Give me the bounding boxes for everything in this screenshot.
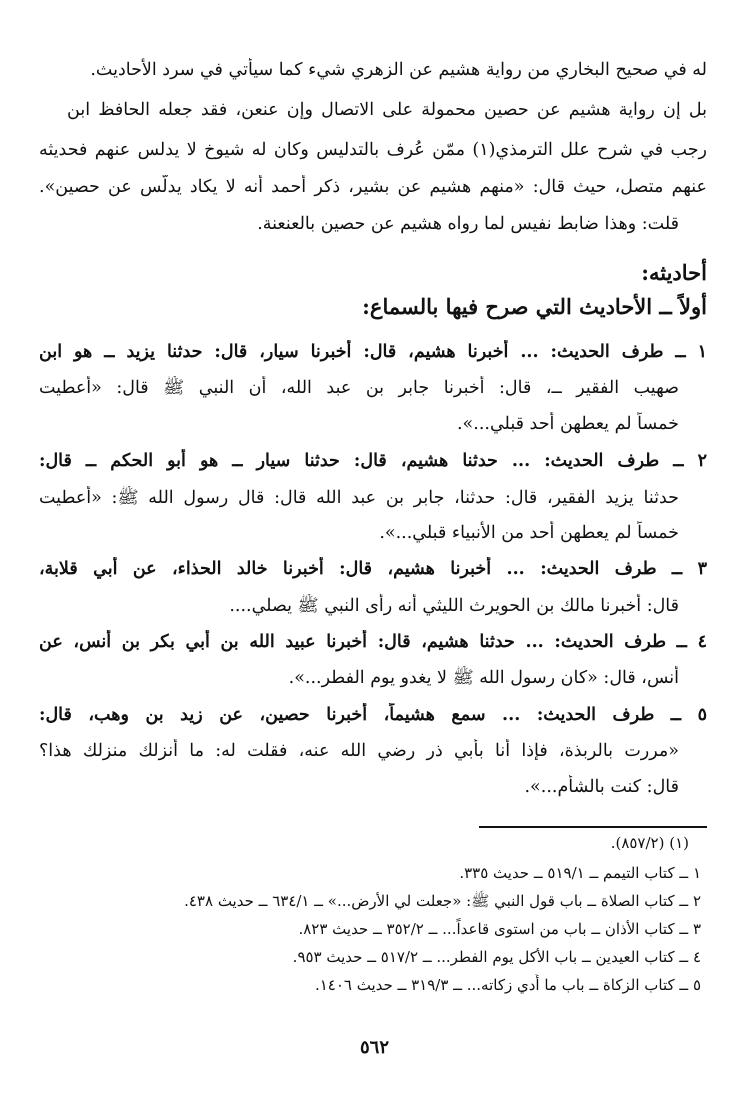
hadith-5-line-1: ٥ ــ طرف الحديث: ... سمع هشيماً، أخبرنا حصين، عن زيد بن وهب، قال: [39,705,707,725]
footnote-1: (١) (٨٥٧/٢). [610,834,689,852]
intro-line-5: قلت: وهذا ضابط نفيس لما رواه هشيم عن حصين بالعنعنة. [257,214,679,234]
intro-line-2: بل إن رواية هشيم عن حصين محمولة على الاتصال وإن عنعن، فقد جعله الحافظ ابن [67,100,707,120]
footnote-separator [479,826,707,828]
hadith-1-line-3: خمساً لم يعطهن أحد قبلي...». [456,414,679,434]
intro-line-3: رجب في شرح علل الترمذي(١) ممّن عُرف بالتدليس وكان له شيوخ لا يدلس عنهم فحديثه [39,140,707,160]
page-number: ٥٦٢ [359,1037,389,1058]
hadith-4-line-2: أنس، قال: «كان رسول الله ﷺ لا يغدو يوم الفطر...». [288,668,679,688]
hadith-5-line-2: «مررت بالربذة، فإذا أنا بأبي ذر رضي الله عنه، فقلت له: ما أنزلك منزلك هذا؟ [39,741,679,761]
hadith-1-line-2: صهيب الفقير ــ، قال: أخبرنا جابر بن عبد الله، أن النبي ﷺ قال: «أعطيت [39,378,679,398]
hadith-3-line-2: قال: أخبرنا مالك بن الحويرث الليثي أنه رأى النبي ﷺ يصلي.... [229,596,679,616]
reference-5: ٥ ــ كتاب الزكاة ــ باب ما أُدي زكاته... ــ ٣١٩/٣ ــ حديث ١٤٠٦. [314,976,701,994]
hadith-2-line-2: حدثنا يزيد الفقير، قال: حدثنا، جابر بن عبد الله قال: قال رسول الله ﷺ: «أعطيت [39,488,679,508]
intro-line-1: له في صحيح البخاري من رواية هشيم عن الزهري شيء كما سيأتي في سرد الأحاديث. [90,60,707,80]
reference-3: ٣ ــ كتاب الأذان ــ باب من استوى قاعداً... ــ ٣٥٢/٢ ــ حديث ٨٢٣. [298,920,701,938]
intro-line-4: عنهم متصل، حيث قال: «منهم هشيم عن بشير، ذكر أحمد أنه لا يكاد يدلّس عن حصين». [39,177,707,197]
heading-ahadith: أحاديثه: [641,260,707,285]
reference-2: ٢ ــ كتاب الصلاة ــ باب قول النبي ﷺ: «جعلت لي الأرض...» ــ ٦٣٤/١ ــ حديث ٤٣٨. [184,892,701,910]
hadith-2-line-1: ٢ ــ طرف الحديث: ... حدثنا هشيم، قال: حدثنا سيار ــ هو أبو الحكم ــ قال: [39,451,707,471]
heading-first-section: أولاً ــ الأحاديث التي صرح فيها بالسماع: [362,294,707,319]
hadith-3-line-1: ٣ ــ طرف الحديث: ... أخبرنا هشيم، قال: أخبرنا خالد الحذاء، عن أبي قلابة، [39,559,707,579]
reference-1: ١ ــ كتاب التيمم ــ ٥١٩/١ ــ حديث ٣٣٥. [459,864,701,882]
hadith-4-line-1: ٤ ــ طرف الحديث: ... حدثنا هشيم، قال: أخبرنا عبيد الله بن أبي بكر بن أنس، عن [39,632,707,652]
reference-4: ٤ ــ كتاب العيدين ــ باب الأكل يوم الفطر... ــ ٥١٧/٢ ــ حديث ٩٥٣. [292,948,701,966]
hadith-5-line-3: قال: كنت بالشأم...». [524,777,679,797]
hadith-2-line-3: خمساً لم يعطهن أحد من الأنبياء قبلي...». [379,523,679,543]
hadith-1-line-1: ١ ــ طرف الحديث: ... أخبرنا هشيم، قال: أخبرنا سيار، قال: حدثنا يزيد ــ هو ابن [39,342,707,362]
